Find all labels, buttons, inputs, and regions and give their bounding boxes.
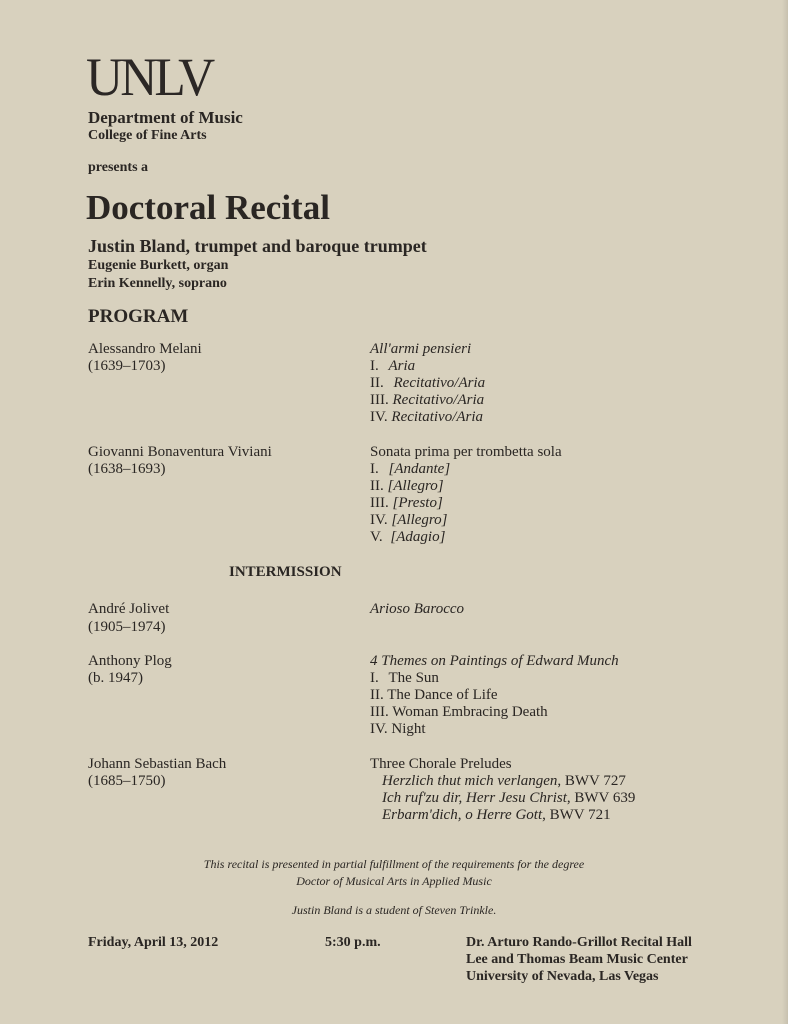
movement-item [370,461,450,478]
composer-name: Johann Sebastian Bach [88,756,227,772]
movement-number: I. [370,461,379,477]
movement-number: IV. [370,512,388,528]
composer-dates: (1685–1750) [88,773,166,789]
presents-text: presents a [88,160,149,175]
movement-number: III. [370,704,389,720]
movement-number: I. [370,670,379,686]
venue-hall: Dr. Arturo Rando-Grillot Recital Hall [466,935,692,950]
student-note: Justin Bland is a student of Steven Trinkle. [291,903,497,917]
chorale-prelude [382,807,611,824]
fulfillment-note: This recital is presented in partial fulfillment of the requirements for the degree [203,857,585,871]
chorale-title: Ich ruf'zu dir, Herr Jesu Christ [382,790,567,806]
recital-date: Friday, April 13, 2012 [88,935,219,950]
chorale-bwv: , BWV 727 [557,773,626,789]
composer-dates: (1638–1693) [88,461,166,477]
chorale-title: Herzlich thut mich verlangen [382,773,558,789]
movement-name: Recitativo/Aria [391,409,484,425]
movement-item [370,670,439,687]
composer-name: André Jolivet [88,601,170,617]
movement-name: The Dance of Life [387,687,498,703]
composer-dates: (1905–1974) [88,619,166,635]
movement-item [370,687,498,704]
movement-item [370,358,415,375]
composer-dates: (1639–1703) [88,358,166,374]
movement-number: I. [370,358,379,374]
movement-number: III. [370,392,389,408]
unlv-logo: UNLV [86,47,213,107]
chorale-title: Erbarm'dich, o Herre Gott [382,807,543,823]
department-name: Department of Music [88,108,243,127]
movement-number: II. [370,478,384,494]
program-heading: PROGRAM [88,306,189,327]
movement-number: IV. [370,721,388,737]
recital-time: 5:30 p.m. [325,935,381,950]
movement-name: Aria [388,358,416,374]
venue-university: University of Nevada, Las Vegas [466,969,659,984]
movement-number: III. [370,495,389,511]
movement-item [370,529,445,546]
movement-name: The Sun [388,670,439,686]
performer-soprano: Erin Kennelly, soprano [88,276,227,291]
work-title: 4 Themes on Paintings of Edward Munch [370,653,619,669]
college-name: College of Fine Arts [88,128,207,143]
movement-item [370,721,426,738]
chorale-prelude [382,773,626,790]
composer-name: Anthony Plog [88,653,172,669]
chorale-prelude [382,790,635,807]
movement-item [370,704,548,721]
performer-trumpet: Justin Bland, trumpet and baroque trumpet [88,236,427,256]
movement-number: II. [370,687,384,703]
movement-item [370,495,443,512]
work-title: Arioso Barocco [370,601,465,617]
chorale-bwv: , BWV 721 [542,807,611,823]
performer-organ: Eugenie Burkett, organ [88,258,229,273]
movement-name: Recitativo/Aria [393,375,486,391]
movement-name: Woman Embracing Death [392,704,548,720]
composer-dates: (b. 1947) [88,670,143,686]
page-title: Doctoral Recital [86,188,330,227]
movement-name: Night [391,721,426,737]
chorale-bwv: , BWV 639 [566,790,636,806]
movement-item [370,512,448,529]
composer-name: Alessandro Melani [88,341,202,357]
movement-name: [Adagio] [390,529,446,545]
movement-number: V. [370,529,383,545]
work-title: All'armi pensieri [370,341,472,357]
venue-center: Lee and Thomas Beam Music Center [466,952,688,967]
movement-name: [Presto] [392,495,443,511]
movement-item [370,375,485,392]
movement-name: [Allegro] [387,478,444,494]
movement-number: II. [370,375,384,391]
movement-number: IV. [370,409,388,425]
movement-item [370,409,483,426]
movement-name: [Allegro] [391,512,448,528]
degree-note: Doctor of Musical Arts in Applied Music [296,874,492,888]
composer-name: Giovanni Bonaventura Viviani [88,444,272,460]
movement-item [370,392,484,409]
movement-item [370,478,444,495]
work-title: Three Chorale Preludes [370,756,512,772]
intermission-heading: INTERMISSION [229,564,342,580]
movement-name: [Andante] [388,461,451,477]
work-title: Sonata prima per trombetta sola [370,444,562,460]
movement-name: Recitativo/Aria [392,392,485,408]
